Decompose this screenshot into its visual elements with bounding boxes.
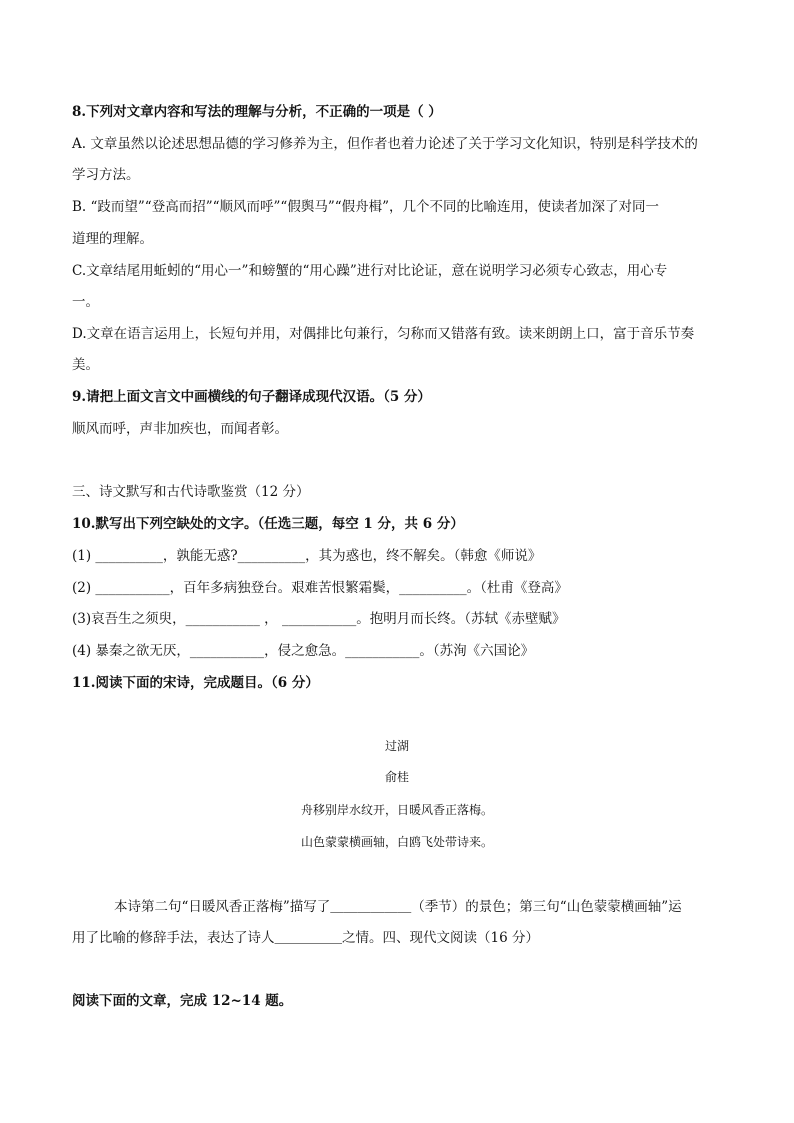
poem-line-1: 舟移别岸水纹开，日暖风香正落梅。 [300,803,493,817]
question-11-text-line1: 本诗第二句“日暖风香正落梅”描写了＿＿＿＿＿＿（季节）的景色；第三句“山色蒙蒙横画轴”运 [114,899,682,915]
poem-title: 过湖 [384,739,409,753]
question-9-stem: 9.请把上面文言文中画横线的句子翻译成现代汉语。（5 分） [72,389,431,405]
question-10-item-1: (1) __________，孰能无惑?__________，其为惑也，终不解矣。（韩愈《师说》 [72,548,542,564]
question-8-option-d-line1: D.文章在语言运用上，长短句并用，对偶排比句兼行，匀称而又错落有致。读来朗朗上口，富于音乐节奏 [72,326,695,342]
question-10-item-4: (4) 暴秦之欲无厌，___________，侵之愈急。___________。（苏洵《六国论》 [72,643,535,659]
question-11-text-line2: 用了比喻的修辞手法，表达了诗人＿＿＿＿＿之情。四、现代文阅读（16 分） [72,930,539,946]
question-8-option-b-line2: 道理的理解。 [72,231,153,247]
question-8-stem: 8.下列对文章内容和写法的理解与分析，不正确的一项是（ ） [72,104,442,120]
poem-author: 俞桂 [384,770,409,784]
question-8-option-b-line1: B. “跂而望”“登高而招”“顺风而呼”“假舆马”“假舟楫”，几个不同的比喻连用，使读者加深了对同一 [72,199,660,215]
question-10-item-2: (2) ___________，百年多病独登台。艰难苦恨繁霜鬓，__________。（杜甫《登高》 [72,580,568,596]
question-8-option-c-line2: 一。 [72,294,99,310]
question-8-option-a-line1: A. 文章虽然以论述思想品德的学习修养为主，但作者也着力论述了关于学习文化知识，特别是科学技术的 [72,136,698,152]
question-11-stem: 11.阅读下面的宋诗，完成题目。（6 分） [72,675,319,691]
question-8-option-c-line1: C.文章结尾用蚯蚓的“用心一”和螃蟹的“用心躁”进行对比论证，意在说明学习必须专心致志，用心专 [72,263,668,279]
question-8-option-d-line2: 美。 [72,357,99,373]
question-9-sentence: 顺风而呼，声非加疾也，而闻者彰。 [72,421,288,437]
question-10-stem: 10.默写出下列空缺处的文字。（任选三题，每空 1 分，共 6 分） [72,516,464,532]
poem-line-2: 山色蒙蒙横画轴，白鸥飞处带诗来。 [300,835,493,849]
reading-instruction: 阅读下面的文章，完成 12~14 题。 [72,993,293,1009]
question-8-option-a-line2: 学习方法。 [72,167,140,183]
section-3-heading: 三、诗文默写和古代诗歌鉴赏（12 分） [72,484,310,500]
question-10-item-3: (3)哀吾生之须臾，___________ ， ___________。抱明月而长终。（苏轼《赤壁赋》 [72,611,566,627]
